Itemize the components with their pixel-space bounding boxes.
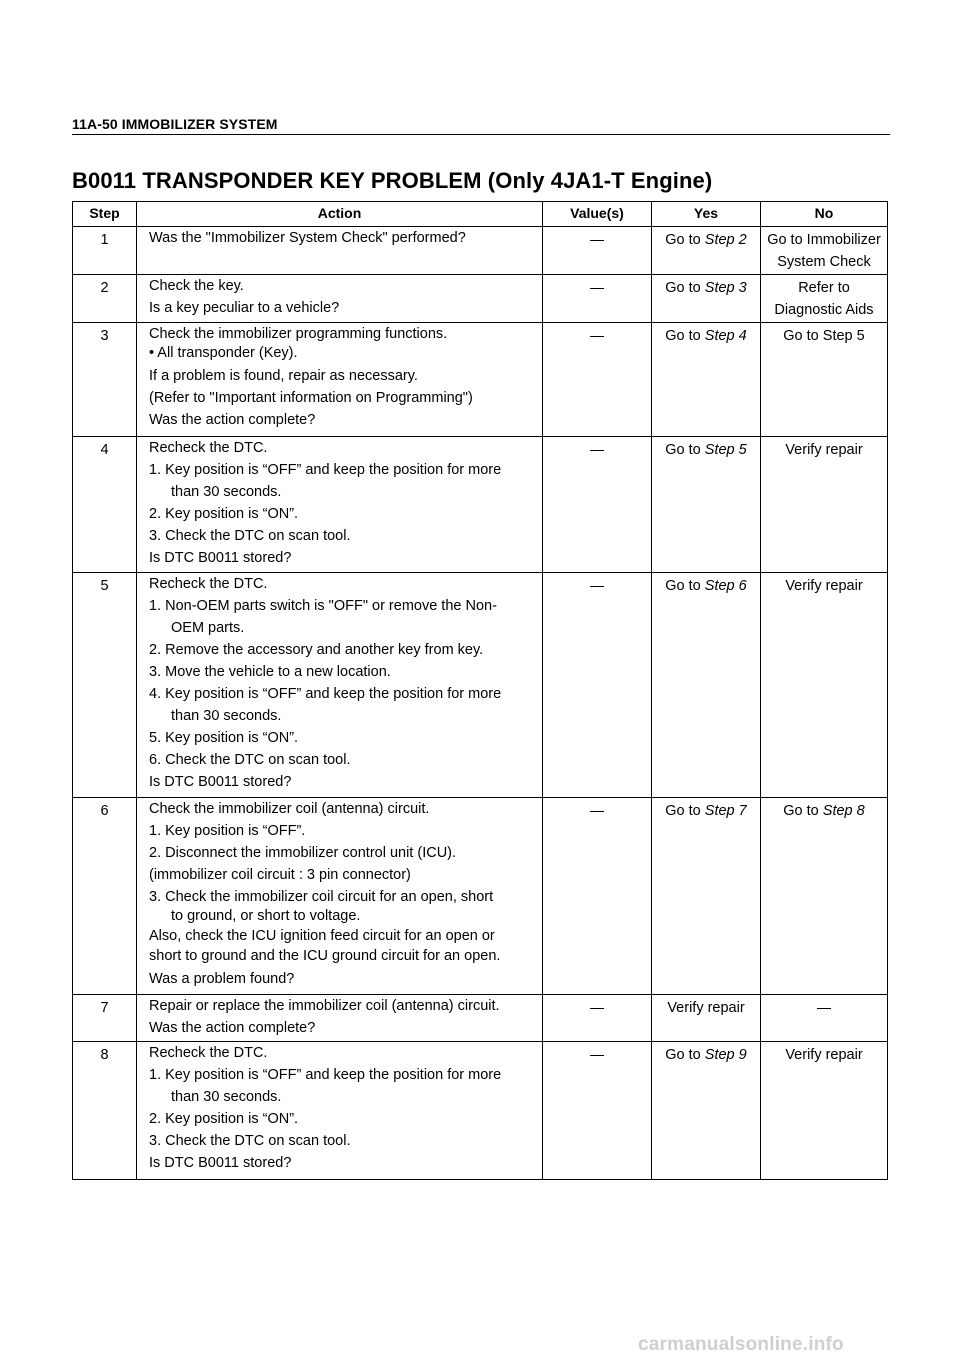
no-cell: [761, 275, 888, 323]
yes-prefix: Go to: [665, 1047, 705, 1063]
action-cell: [137, 275, 543, 323]
value-cell: [543, 323, 652, 437]
action-line: 2. Key position is “ON”.: [149, 1111, 299, 1127]
dash-symbol: [590, 811, 604, 812]
step-number: 2: [73, 275, 137, 323]
step-number: 5: [73, 573, 137, 798]
step-number: 1: [73, 227, 137, 275]
action-line: short to ground and the ICU ground circuit for an open.: [149, 948, 501, 964]
dash-symbol: [590, 336, 604, 337]
yes-step-ref: Step 3: [704, 280, 747, 296]
action-line: to ground, or short to voltage.: [171, 908, 361, 924]
table-row: [73, 573, 888, 798]
table-row: [73, 995, 888, 1042]
action-line: 5. Key position is “ON”.: [149, 730, 299, 746]
value-cell: [543, 995, 652, 1042]
dash-symbol: [590, 1008, 604, 1009]
value-cell: [543, 275, 652, 323]
column-header-values: Value(s): [543, 202, 652, 227]
step-number: 6: [73, 798, 137, 995]
value-cell: [543, 798, 652, 995]
action-line: Was a problem found?: [149, 971, 295, 987]
yes-step-ref: Step 4: [704, 328, 747, 344]
action-line: 6. Check the DTC on scan tool.: [149, 752, 351, 768]
yes-cell: [652, 227, 761, 275]
yes-text: Verify repair: [667, 1000, 745, 1016]
value-cell: [543, 1042, 652, 1180]
yes-step-ref: Step 2: [704, 232, 747, 248]
yes-prefix: Go to: [665, 578, 705, 594]
yes-step-ref: Step 9: [704, 1047, 747, 1063]
no-line: Go to Step 5: [783, 328, 865, 344]
action-line: Was the action complete?: [149, 412, 316, 428]
action-line: 2. Key position is “ON”.: [149, 506, 299, 522]
action-line: Is a key peculiar to a vehicle?: [149, 300, 340, 316]
action-cell: [137, 1042, 543, 1180]
diagnostic-table: [72, 201, 888, 1180]
action-line: than 30 seconds.: [171, 484, 282, 500]
action-line: Was the action complete?: [149, 1020, 316, 1036]
action-line: than 30 seconds.: [171, 1089, 282, 1105]
column-header-no: No: [761, 202, 888, 227]
no-cell: [761, 1042, 888, 1180]
step-number: 7: [73, 995, 137, 1042]
dash-symbol: [590, 288, 604, 289]
dash-symbol: [590, 450, 604, 451]
action-line: Recheck the DTC.: [149, 440, 268, 456]
action-line: Check the immobilizer coil (antenna) circuit.: [149, 801, 430, 817]
dash-symbol: [817, 1008, 831, 1009]
no-line: Verify repair: [785, 1047, 863, 1063]
yes-prefix: Go to: [665, 442, 705, 458]
action-line: 3. Check the immobilizer coil circuit for an open, short: [149, 889, 494, 905]
yes-cell: [652, 275, 761, 323]
action-line: Is DTC B0011 stored?: [149, 550, 292, 566]
action-cell: [137, 573, 543, 798]
action-line: OEM parts.: [171, 620, 245, 636]
no-line: Diagnostic Aids: [774, 302, 874, 318]
action-cell: [137, 995, 543, 1042]
action-line: 4. Key position is “OFF” and keep the position for more: [149, 686, 502, 702]
no-line: Go to Immobilizer: [767, 232, 881, 248]
action-line: Also, check the ICU ignition feed circuit for an open or: [149, 928, 495, 944]
no-cell: [761, 227, 888, 275]
column-header-step: Step: [73, 202, 137, 227]
action-line: Was the "Immobilizer System Check" performed?: [149, 230, 466, 246]
no-cell: [761, 323, 888, 437]
no-cell: [761, 798, 888, 995]
dash-symbol: [590, 586, 604, 587]
action-line: Check the immobilizer programming functions.: [149, 326, 448, 342]
column-header-action: Action: [137, 202, 543, 227]
dash-symbol: [590, 1055, 604, 1056]
table-row: [73, 275, 888, 323]
yes-cell: [652, 573, 761, 798]
no-line: Refer to: [798, 280, 850, 296]
step-number: 4: [73, 437, 137, 573]
action-line: If a problem is found, repair as necessary.: [149, 368, 418, 384]
page-header: 11A-50 IMMOBILIZER SYSTEM: [72, 116, 890, 135]
yes-step-ref: Step 6: [704, 578, 747, 594]
action-line: Check the key.: [149, 278, 244, 294]
value-cell: [543, 573, 652, 798]
page-title: B0011 TRANSPONDER KEY PROBLEM (Only 4JA1-T Engine): [72, 168, 713, 193]
action-line: 2. Remove the accessory and another key from key.: [149, 642, 484, 658]
step-number: 3: [73, 323, 137, 437]
yes-cell: [652, 1042, 761, 1180]
yes-prefix: Go to: [665, 280, 705, 296]
table-row: [73, 798, 888, 995]
action-line: 2. Disconnect the immobilizer control unit (ICU).: [149, 845, 457, 861]
action-line: (immobilizer coil circuit : 3 pin connector): [149, 867, 411, 883]
action-cell: [137, 798, 543, 995]
table-row: [73, 323, 888, 437]
action-line: Is DTC B0011 stored?: [149, 1155, 292, 1171]
action-line: (Refer to "Important information on Programming"): [149, 390, 473, 406]
no-line: Verify repair: [785, 442, 863, 458]
action-cell: [137, 437, 543, 573]
yes-cell: [652, 995, 761, 1042]
no-cell: [761, 573, 888, 798]
table-row: [73, 437, 888, 573]
action-line: 1. Key position is “OFF” and keep the position for more: [149, 1067, 502, 1083]
table-row: [73, 227, 888, 275]
no-step-ref: Step 8: [822, 803, 865, 819]
watermark-text: carmanualsonline.info: [638, 1334, 844, 1355]
yes-prefix: Go to: [665, 328, 705, 344]
action-line: Recheck the DTC.: [149, 576, 268, 592]
no-line: Verify repair: [785, 578, 863, 594]
no-cell: [761, 437, 888, 573]
no-cell: [761, 995, 888, 1042]
yes-cell: [652, 798, 761, 995]
no-line: System Check: [777, 254, 871, 270]
yes-cell: [652, 323, 761, 437]
yes-prefix: Go to: [665, 803, 705, 819]
action-line: Repair or replace the immobilizer coil (antenna) circuit.: [149, 998, 500, 1014]
column-header-yes: Yes: [652, 202, 761, 227]
action-line: 3. Check the DTC on scan tool.: [149, 1133, 351, 1149]
action-line: Is DTC B0011 stored?: [149, 774, 292, 790]
dash-symbol: [590, 240, 604, 241]
yes-step-ref: Step 5: [704, 442, 747, 458]
table-row: [73, 1042, 888, 1180]
value-cell: [543, 437, 652, 573]
yes-step-ref: Step 7: [704, 803, 747, 819]
value-cell: [543, 227, 652, 275]
action-line: than 30 seconds.: [171, 708, 282, 724]
step-number: 8: [73, 1042, 137, 1180]
action-line: 1. Key position is “OFF” and keep the position for more: [149, 462, 502, 478]
action-cell: [137, 323, 543, 437]
table-header-row: [73, 202, 888, 227]
action-line: 1. Non-OEM parts switch is "OFF" or remove the Non-: [149, 598, 497, 614]
yes-prefix: Go to: [665, 232, 705, 248]
action-line: 3. Check the DTC on scan tool.: [149, 528, 351, 544]
no-prefix: Go to: [783, 803, 823, 819]
action-line: 1. Key position is “OFF”.: [149, 823, 306, 839]
action-line: 3. Move the vehicle to a new location.: [149, 664, 391, 680]
action-line: Recheck the DTC.: [149, 1045, 268, 1061]
yes-cell: [652, 437, 761, 573]
action-line: • All transponder (Key).: [149, 345, 298, 361]
action-cell: [137, 227, 543, 275]
